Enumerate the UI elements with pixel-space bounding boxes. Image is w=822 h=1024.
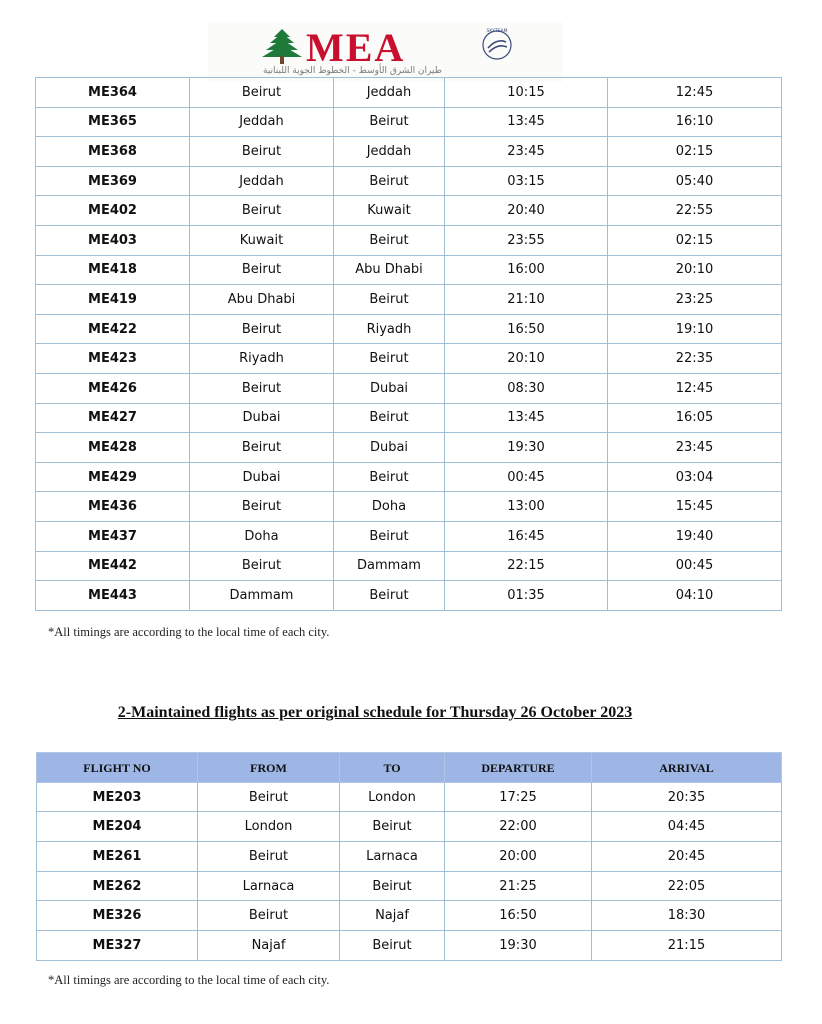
- departure-cell: 03:15: [445, 166, 608, 196]
- from-cell: Beirut: [198, 901, 340, 931]
- table-row: [37, 812, 782, 842]
- from-cell: Kuwait: [190, 225, 334, 255]
- to-cell: Dammam: [334, 551, 445, 581]
- to-cell: Beirut: [334, 285, 445, 315]
- departure-cell: 01:35: [445, 581, 608, 611]
- section-title: 2-Maintained flights as per original schedule for Thursday 26 October 2023: [117, 704, 633, 721]
- from-cell: Beirut: [190, 78, 334, 108]
- table-row: [36, 285, 782, 315]
- flight-no-cell: ME204: [37, 812, 198, 842]
- from-cell: Jeddah: [190, 107, 334, 137]
- from-cell: Beirut: [198, 842, 340, 872]
- departure-cell: 16:00: [445, 255, 608, 285]
- table-row: [37, 931, 782, 961]
- table-row: [37, 782, 782, 812]
- arrival-cell: 21:15: [592, 931, 782, 961]
- arrival-cell: 05:40: [608, 166, 782, 196]
- table-row: [36, 314, 782, 344]
- arrival-cell: 16:05: [608, 403, 782, 433]
- svg-text:SKYTEAM: SKYTEAM: [486, 29, 508, 34]
- table-row: [37, 871, 782, 901]
- to-cell: Beirut: [334, 225, 445, 255]
- flight-no-cell: ME443: [36, 581, 190, 611]
- flight-no-cell: ME326: [37, 901, 198, 931]
- mea-logo: [208, 22, 563, 82]
- from-cell: Beirut: [190, 255, 334, 285]
- from-cell: Beirut: [190, 373, 334, 403]
- arrival-cell: 20:45: [592, 842, 782, 872]
- arrival-cell: 15:45: [608, 492, 782, 522]
- to-cell: Jeddah: [334, 137, 445, 167]
- table-row: [36, 137, 782, 167]
- departure-cell: 13:00: [445, 492, 608, 522]
- departure-cell: 16:50: [445, 901, 592, 931]
- table-row: [36, 551, 782, 581]
- table-row: [36, 107, 782, 137]
- from-cell: Dammam: [190, 581, 334, 611]
- table-row: [36, 521, 782, 551]
- flight-no-cell: ME327: [37, 931, 198, 961]
- to-cell: Najaf: [340, 901, 445, 931]
- to-cell: Beirut: [334, 462, 445, 492]
- arrival-cell: 04:10: [608, 581, 782, 611]
- to-cell: Dubai: [334, 433, 445, 463]
- logo-arabic-text: طيران الشرق الأوسط - الخطوط الجوية اللبنانية: [263, 66, 442, 76]
- flight-no-cell: ME427: [36, 403, 190, 433]
- arrival-cell: 20:35: [592, 782, 782, 812]
- to-cell: Kuwait: [334, 196, 445, 226]
- table-row: [36, 492, 782, 522]
- from-cell: Beirut: [190, 314, 334, 344]
- arrival-cell: 03:04: [608, 462, 782, 492]
- from-cell: Larnaca: [198, 871, 340, 901]
- departure-cell: 16:45: [445, 521, 608, 551]
- table-row: [37, 842, 782, 872]
- table-row: [36, 344, 782, 374]
- departure-cell: 10:15: [445, 78, 608, 108]
- flights-table-2: [36, 752, 782, 961]
- from-cell: Beirut: [190, 196, 334, 226]
- to-cell: Beirut: [334, 166, 445, 196]
- from-cell: Beirut: [190, 433, 334, 463]
- table-row: [36, 166, 782, 196]
- departure-cell: 19:30: [445, 931, 592, 961]
- table-header-row: [37, 753, 782, 783]
- header-departure: DEPARTURE: [445, 753, 592, 783]
- from-cell: Beirut: [190, 551, 334, 581]
- from-cell: Beirut: [190, 492, 334, 522]
- from-cell: Dubai: [190, 403, 334, 433]
- from-cell: Beirut: [190, 137, 334, 167]
- departure-cell: 21:25: [445, 871, 592, 901]
- departure-cell: 19:30: [445, 433, 608, 463]
- flight-no-cell: ME436: [36, 492, 190, 522]
- departure-cell: 22:00: [445, 812, 592, 842]
- flight-no-cell: ME423: [36, 344, 190, 374]
- flight-no-cell: ME369: [36, 166, 190, 196]
- flight-no-cell: ME442: [36, 551, 190, 581]
- to-cell: Jeddah: [334, 78, 445, 108]
- arrival-cell: 12:45: [608, 373, 782, 403]
- flight-no-cell: ME261: [37, 842, 198, 872]
- departure-cell: 08:30: [445, 373, 608, 403]
- flight-no-cell: ME262: [37, 871, 198, 901]
- to-cell: Beirut: [334, 521, 445, 551]
- from-cell: Najaf: [198, 931, 340, 961]
- arrival-cell: 19:10: [608, 314, 782, 344]
- to-cell: Larnaca: [340, 842, 445, 872]
- to-cell: Abu Dhabi: [334, 255, 445, 285]
- arrival-cell: 18:30: [592, 901, 782, 931]
- to-cell: Beirut: [340, 931, 445, 961]
- flight-no-cell: ME402: [36, 196, 190, 226]
- departure-cell: 13:45: [445, 107, 608, 137]
- arrival-cell: 19:40: [608, 521, 782, 551]
- arrival-cell: 02:15: [608, 225, 782, 255]
- to-cell: Beirut: [334, 403, 445, 433]
- to-cell: Riyadh: [334, 314, 445, 344]
- flight-no-cell: ME419: [36, 285, 190, 315]
- to-cell: Beirut: [334, 107, 445, 137]
- header-to: TO: [340, 753, 445, 783]
- flight-no-cell: ME418: [36, 255, 190, 285]
- flight-no-cell: ME364: [36, 78, 190, 108]
- timing-note-2: *All timings are according to the local time of each city.: [48, 973, 330, 987]
- arrival-cell: 20:10: [608, 255, 782, 285]
- departure-cell: 17:25: [445, 782, 592, 812]
- from-cell: Abu Dhabi: [190, 285, 334, 315]
- departure-cell: 20:10: [445, 344, 608, 374]
- table-row: [36, 78, 782, 108]
- to-cell: Beirut: [334, 581, 445, 611]
- table-row: [36, 462, 782, 492]
- departure-cell: 00:45: [445, 462, 608, 492]
- from-cell: Doha: [190, 521, 334, 551]
- to-cell: Doha: [334, 492, 445, 522]
- arrival-cell: 22:35: [608, 344, 782, 374]
- arrival-cell: 12:45: [608, 78, 782, 108]
- header-flight-no: FLIGHT NO: [37, 753, 198, 783]
- flight-no-cell: ME365: [36, 107, 190, 137]
- timing-note-1: *All timings are according to the local time of each city.: [48, 625, 330, 639]
- flight-no-cell: ME422: [36, 314, 190, 344]
- from-cell: London: [198, 812, 340, 842]
- table-row: [36, 196, 782, 226]
- flight-no-cell: ME203: [37, 782, 198, 812]
- departure-cell: 21:10: [445, 285, 608, 315]
- departure-cell: 23:45: [445, 137, 608, 167]
- table-row: [36, 403, 782, 433]
- arrival-cell: 00:45: [608, 551, 782, 581]
- flight-no-cell: ME428: [36, 433, 190, 463]
- from-cell: Riyadh: [190, 344, 334, 374]
- arrival-cell: 23:45: [608, 433, 782, 463]
- arrival-cell: 22:55: [608, 196, 782, 226]
- flight-no-cell: ME429: [36, 462, 190, 492]
- departure-cell: 22:15: [445, 551, 608, 581]
- arrival-cell: 16:10: [608, 107, 782, 137]
- arrival-cell: 04:45: [592, 812, 782, 842]
- to-cell: London: [340, 782, 445, 812]
- table-row: [36, 255, 782, 285]
- header-from: FROM: [198, 753, 340, 783]
- from-cell: Dubai: [190, 462, 334, 492]
- arrival-cell: 22:05: [592, 871, 782, 901]
- from-cell: Jeddah: [190, 166, 334, 196]
- logo-text: MEA: [306, 25, 406, 70]
- table-row: [36, 581, 782, 611]
- flights-table-1: [35, 77, 782, 611]
- arrival-cell: 02:15: [608, 137, 782, 167]
- arrival-cell: 23:25: [608, 285, 782, 315]
- flight-no-cell: ME426: [36, 373, 190, 403]
- to-cell: Beirut: [340, 812, 445, 842]
- table-row: [36, 433, 782, 463]
- to-cell: Beirut: [340, 871, 445, 901]
- skyteam-logo-icon: [480, 28, 514, 62]
- table-row: [36, 225, 782, 255]
- departure-cell: 20:40: [445, 196, 608, 226]
- to-cell: Dubai: [334, 373, 445, 403]
- flight-no-cell: ME437: [36, 521, 190, 551]
- to-cell: Beirut: [334, 344, 445, 374]
- departure-cell: 23:55: [445, 225, 608, 255]
- flight-no-cell: ME368: [36, 137, 190, 167]
- departure-cell: 13:45: [445, 403, 608, 433]
- table-row: [37, 901, 782, 931]
- table-row: [36, 373, 782, 403]
- departure-cell: 16:50: [445, 314, 608, 344]
- flight-no-cell: ME403: [36, 225, 190, 255]
- from-cell: Beirut: [198, 782, 340, 812]
- header-arrival: ARRIVAL: [592, 753, 782, 783]
- cedar-tree-icon: [260, 28, 304, 66]
- departure-cell: 20:00: [445, 842, 592, 872]
